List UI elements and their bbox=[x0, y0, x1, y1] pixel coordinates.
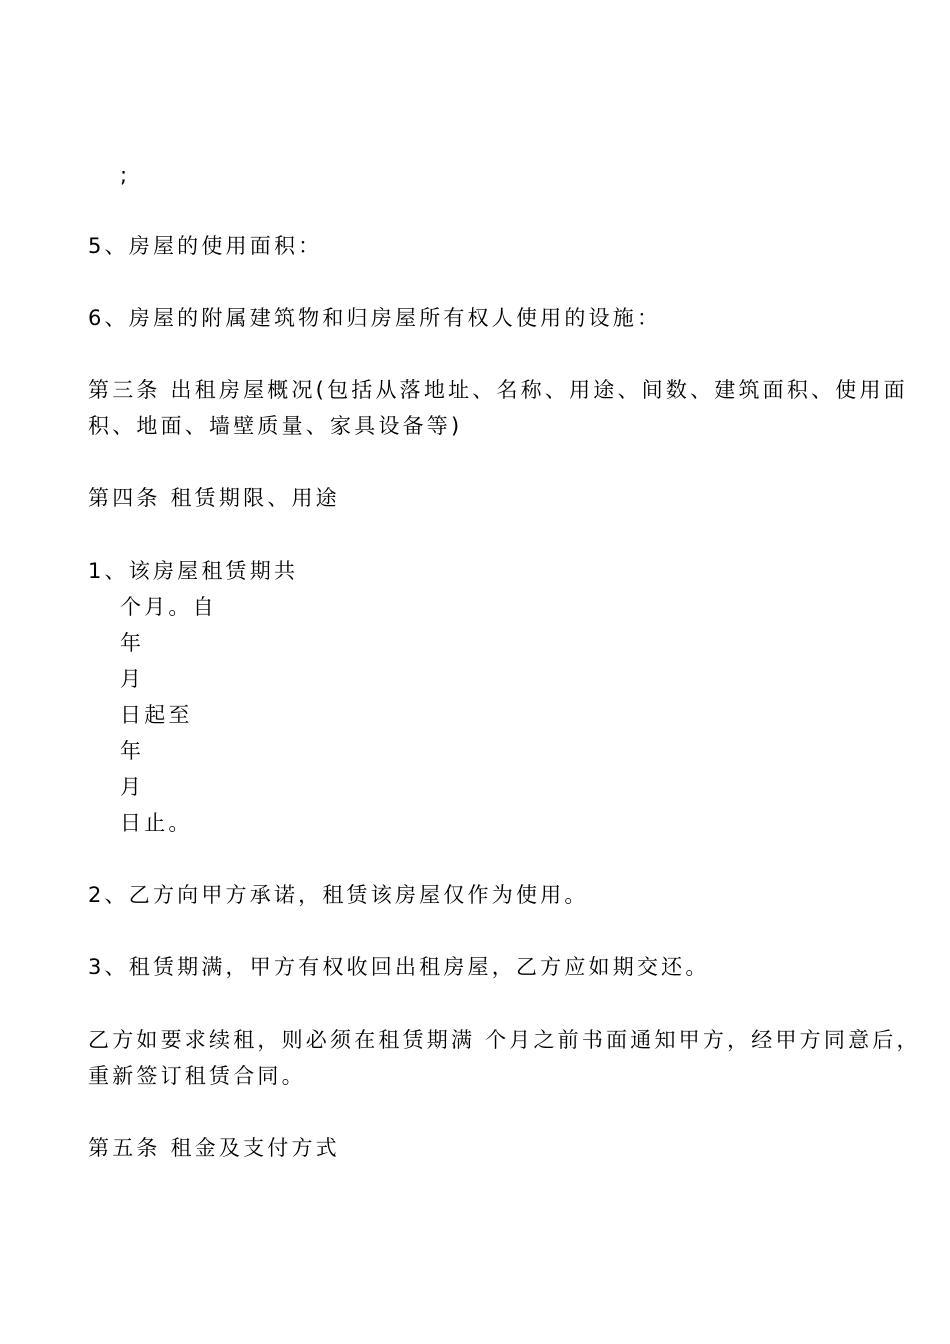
article-3-heading-continued: 积、地面、墙壁质量、家具设备等) bbox=[88, 414, 463, 438]
article-3-heading: 第三条 出租房屋概况(包括从落地址、名称、用途、间数、建筑面积、使用面 bbox=[88, 378, 908, 402]
item-2-usage-promise: 2、乙方向甲方承诺，租赁该房屋仅作为使用。 bbox=[88, 883, 589, 907]
term-start-month: 月 bbox=[120, 667, 145, 691]
term-end-month: 月 bbox=[120, 775, 145, 799]
term-start-year: 年 bbox=[120, 631, 145, 655]
item-3-lease-expiry: 3、租赁期满，甲方有权收回出租房屋，乙方应如期交还。 bbox=[88, 955, 710, 979]
article-4-heading: 第四条 租赁期限、用途 bbox=[88, 486, 340, 510]
renewal-clause: 乙方如要求续租，则必须在租赁期满 个月之前书面通知甲方，经甲方同意后， bbox=[88, 1028, 921, 1052]
item-1-lease-term: 1、该房屋租赁期共 bbox=[88, 559, 299, 583]
renewal-clause-continued: 重新签订租赁合同。 bbox=[88, 1064, 306, 1088]
term-months: 个月。自 bbox=[120, 595, 217, 619]
semicolon-line: ; bbox=[120, 163, 131, 187]
term-end-day: 日止。 bbox=[120, 811, 193, 835]
item-6-attached-facilities: 6、房屋的附属建筑物和归房屋所有权人使用的设施： bbox=[88, 306, 662, 330]
term-end-year: 年 bbox=[120, 739, 145, 763]
article-5-heading: 第五条 租金及支付方式 bbox=[88, 1136, 340, 1160]
item-5-usable-area: 5、房屋的使用面积： bbox=[88, 234, 323, 258]
term-start-day: 日起至 bbox=[120, 703, 193, 727]
